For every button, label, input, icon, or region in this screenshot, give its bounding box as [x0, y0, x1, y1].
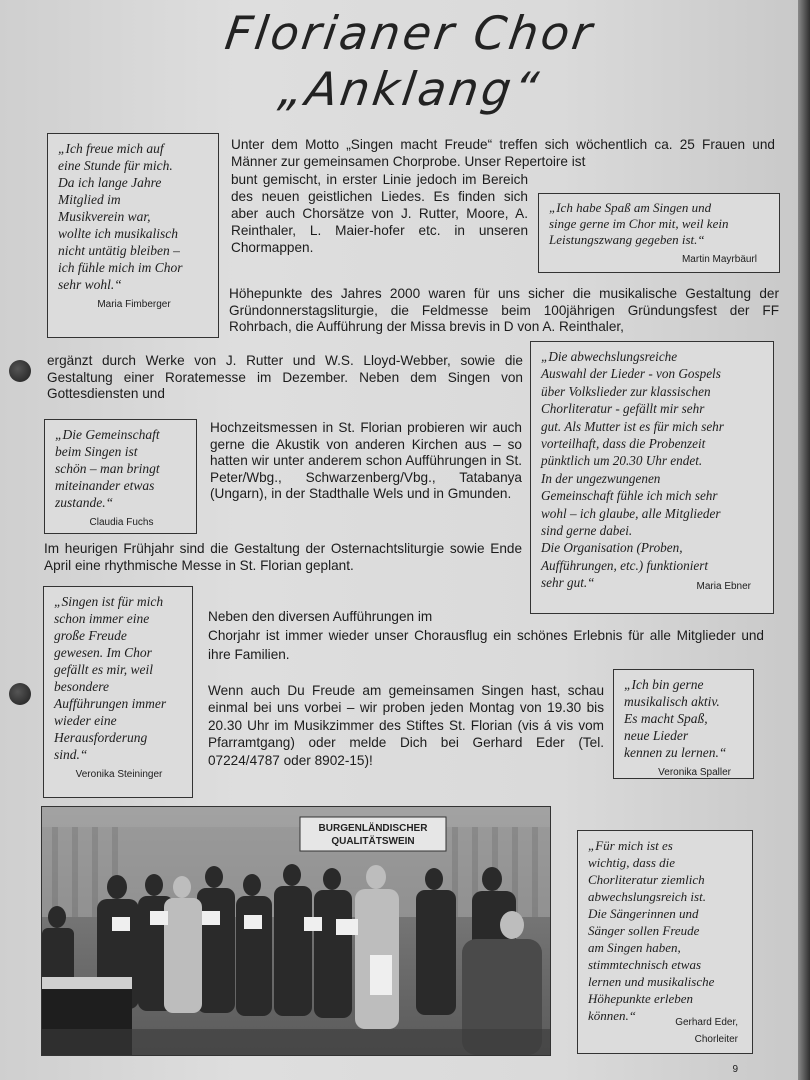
- quote-author: Veronika Spaller: [658, 767, 731, 778]
- page-title: Florianer Chor: [221, 6, 599, 60]
- quote-author: Martin Mayrbäurl: [681, 254, 757, 265]
- quote-text: „Ich bin gerne musikalisch aktiv. Es macht Spaß, neue Lieder kennen zu lernen.“: [624, 677, 727, 760]
- body-paragraph-1: Unter dem Motto „Singen macht Freude“ treffen sich wöchentlich ca. 25 Frauen und Männer zur gemeinsamen Chorprobe. Unser Repertoire ist: [231, 137, 775, 169]
- quote-text: „Die Gemeinschaft beim Singen ist schön – man bringt miteinander etwas zustande.“: [55, 427, 160, 510]
- quote-text: „Ich habe Spaß am Singen und singe gerne im Chor mit, weil kein Leistungszwang gegeben ist.“: [549, 200, 729, 247]
- body-paragraph-3: Im heurigen Frühjahr sind die Gestaltung der Osternachtsliturgie sowie Ende April eine rhythmische Messe in St. Florian geplant.: [44, 541, 522, 573]
- quote-text: „Für mich ist es wichtig, dass die Chorliteratur ziemlich abwechslungsreich ist. Die Sängerinnen und Sänger sollen Freude am Singen haben, stimmtechnisch etwas lernen und musikalische Höhepunkte erleben können.“: [588, 838, 715, 1023]
- body-paragraph-5: Wenn auch Du Freude am gemeinsamen Singen hast, schau einmal bei uns vorbei – wir proben jeden Montag von 19.30 bis 20.30 Uhr im Musikzimmer des Stiftes St. Florian (vis á vis vom Pfarramtgang) oder melde Dich bei Gerhard Eder (Tel. 07224/4787 oder 8902-15)!: [208, 683, 604, 768]
- quote-author: Gerhard Eder, Chorleiter: [675, 1017, 738, 1045]
- quote-author: Maria Fimberger: [97, 299, 171, 310]
- body-paragraph-4a: Neben den diversen Aufführungen im: [208, 609, 433, 624]
- banner-text-1: BURGENLÄNDISCHER: [318, 823, 428, 834]
- quote-eder: [577, 830, 753, 1054]
- quote-ebner: [530, 341, 774, 614]
- quote-author: Claudia Fuchs: [89, 517, 154, 528]
- quote-mayrbaeurl: [538, 193, 780, 273]
- binder-edge: [798, 0, 810, 1080]
- punch-hole-bottom: [9, 683, 31, 705]
- page-number: 9: [732, 1064, 738, 1075]
- body-paragraph-2a: Höhepunkte des Jahres 2000 waren für uns sicher die musikalische Gestaltung der Gründonnerstagsliturgie, die Feldmesse beim 100jährigen Gründungsfest der FF Rohrbach, die Aufführung der Missa brevis in D von A. Reinthaler,: [229, 286, 779, 335]
- quote-author: Veronika Steininger: [75, 769, 163, 780]
- quote-fimberger: [47, 133, 219, 338]
- quote-text: „Singen ist für mich schon immer eine große Freude gewesen. Im Chor gefällt es mir, weil besondere Aufführungen immer wieder eine Herausforderung sind.“: [54, 594, 167, 762]
- quote-text: „Die abwechslungsreiche Auswahl der Lieder - von Gospels über Volkslieder zur klassischen Chorliteratur - gefällt mir sehr gut. Als Mutter ist es für mich sehr vorteilhaft, dass die Probenzeit pünktlich um 20.30 Uhr endet. In der ungezwungenen Gemeinschaft fühle ich mich sehr wohl – ich glaube, alle Mitglieder sind gerne dabei. Die Organisation (Proben, Aufführungen, etc.) funktioniert sehr gut.“: [541, 349, 724, 591]
- quote-text: „Ich freue mich auf eine Stunde für mich. Da ich lange Jahre Mitglied im Musikverein war, wollte ich musikalisch nicht untätig bleiben – ich fühle mich im Chor sehr wohl.“: [58, 141, 183, 292]
- quote-fuchs: [44, 419, 197, 534]
- choir-photo: [41, 806, 551, 1056]
- body-paragraph-2c: Hochzeitsmessen in St. Florian probieren wir auch gerne die Akustik von anderen Kirchen aus – so hatten wir unter anderem schon Aufführungen in St. Peter/Wbg., Schwarzenberg/Vbg., Tatabanya (Ungarn), in der Stadthalle Wels und in Gmunden.: [210, 420, 522, 502]
- body-paragraph-2b: ergänzt durch Werke von J. Rutter und W.S. Lloyd-Webber, sowie die Gestaltung einer Roratemesse im Dezember. Neben dem Singen von Gottesdiensten und: [47, 353, 523, 402]
- page-subtitle: „Anklang“: [275, 62, 545, 116]
- quote-steininger: [43, 586, 193, 798]
- quote-spaller: [613, 669, 754, 779]
- body-paragraph-4b: Chorjahr ist immer wieder unser Chorausflug ein schönes Erlebnis für alle Mitglieder und ihre Familien.: [208, 628, 764, 662]
- quote-author: Maria Ebner: [696, 580, 751, 592]
- body-paragraph-1b: bunt gemischt, in erster Linie jedoch im Bereich des neuen geistlichen Liedes. Es finden sich aber auch Chorsätze von J. Rutter, Moore, A. Reinthaler, L. Maier-hofer etc. in unseren Chormappen.: [231, 172, 528, 255]
- punch-hole-top: [9, 360, 31, 382]
- banner-text-2: QUALITÄTSWEIN: [331, 836, 415, 847]
